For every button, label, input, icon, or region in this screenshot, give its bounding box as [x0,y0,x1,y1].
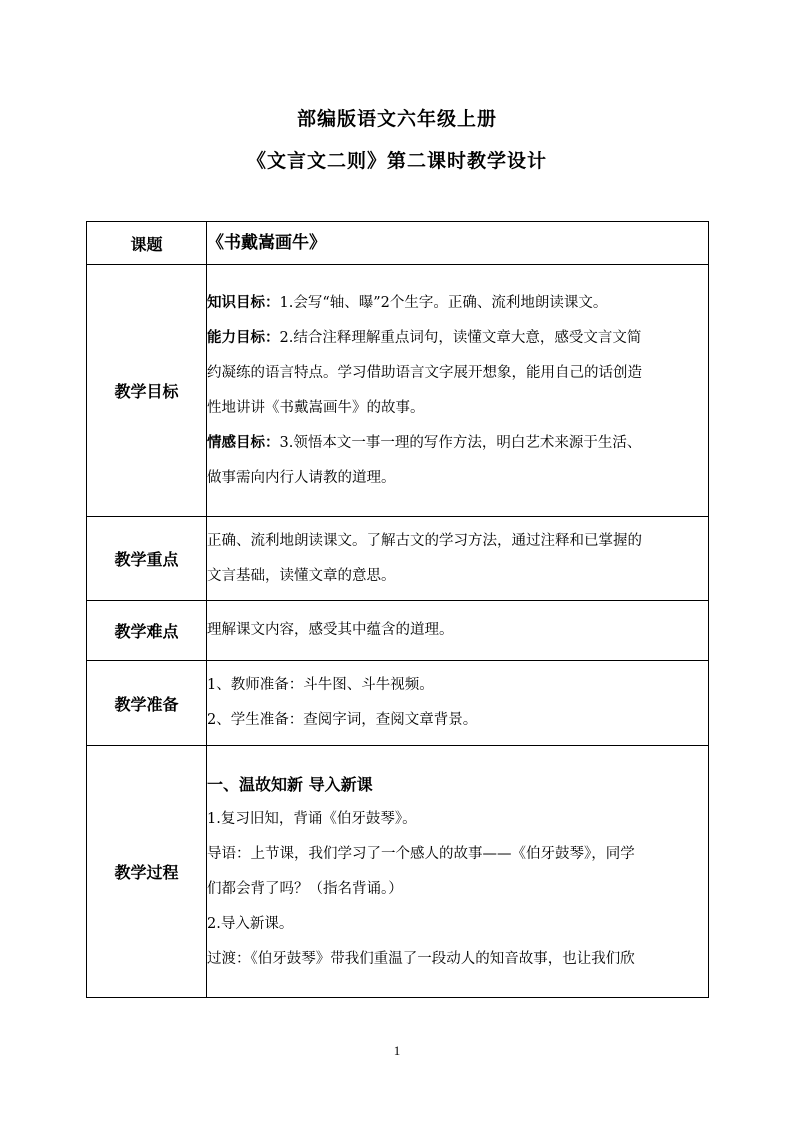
emotion-goal-text-2: 做事需向内行人请教的道理。 [207,469,396,486]
key-points-cell [207,517,709,601]
knowledge-goal-text: 1.会写“轴、曝”2个生字。正确、流利地朗读课文。 [279,294,608,311]
row-topic [87,222,709,265]
lesson-plan-table [86,221,709,998]
row-goals [87,265,709,517]
key-points-line-1: 正确、流利地朗读课文。了解古文的学习方法，通过注释和已掌握的 [207,532,642,549]
process-section-1-heading: 一、温故知新 导入新课 [207,774,373,794]
row-difficulties [87,601,709,661]
ability-goal-label: 能力目标： [207,329,280,346]
difficulties-label: 教学难点 [87,601,207,661]
ability-goal-text-2: 约凝练的语言特点。学习借助语言文字展开想象，能用自己的话创造 [207,364,642,381]
topic-cell [207,222,709,265]
topic-value: 《书戴嵩画牛》 [207,233,326,253]
difficulties-cell [207,601,709,661]
preparation-line-2: 2、学生准备：查阅字词，查阅文章背景。 [207,712,478,728]
process-line-1: 1.复习旧知，背诵《伯牙鼓琴》。 [207,810,417,827]
difficulties-line-1: 理解课文内容，感受其中蕴含的道理。 [207,622,454,638]
emotion-goal-text-1: 3.领悟本文一事一理的写作方法，明白艺术来源于生活、 [279,434,642,451]
emotion-goal [207,426,708,461]
knowledge-goal [207,286,708,321]
preparation-cell [207,661,709,746]
process-cell [207,746,709,998]
process-label: 教学过程 [87,746,207,998]
process-line-4: 2.导入新课。 [207,915,294,932]
row-preparation [87,661,709,746]
process-line-3: 们都会背了吗？（指名背诵。） [207,880,403,897]
goals-cell [207,265,709,517]
ability-goal-text-3: 性地讲讲《书戴嵩画牛》的故事。 [207,399,425,416]
emotion-goal-label: 情感目标： [207,434,280,451]
topic-label: 课题 [87,222,207,265]
preparation-line-1: 1、教师准备：斗牛图、斗牛视频。 [207,677,434,693]
ability-goal [207,321,708,356]
document-subtitle: 《文言文二则》第二课时教学设计 [246,150,547,172]
row-key-points [87,517,709,601]
key-points-label: 教学重点 [87,517,207,601]
goals-label: 教学目标 [87,265,207,517]
process-line-2: 导语：上节课，我们学习了一个感人的故事——《伯牙鼓琴》，同学 [207,845,635,862]
knowledge-goal-label: 知识目标： [207,294,280,311]
ability-goal-text-1: 2.结合注释理解重点词句，读懂文章大意，感受文言文简 [279,329,642,346]
page-number: 1 [393,1043,401,1058]
row-process [87,746,709,998]
process-line-5: 过渡：《伯牙鼓琴》带我们重温了一段动人的知音故事，也让我们欣 [207,950,635,967]
key-points-line-2: 文言基础，读懂文章的意思。 [207,567,396,584]
document-title: 部编版语文六年级上册 [296,108,497,130]
preparation-label: 教学准备 [87,661,207,746]
